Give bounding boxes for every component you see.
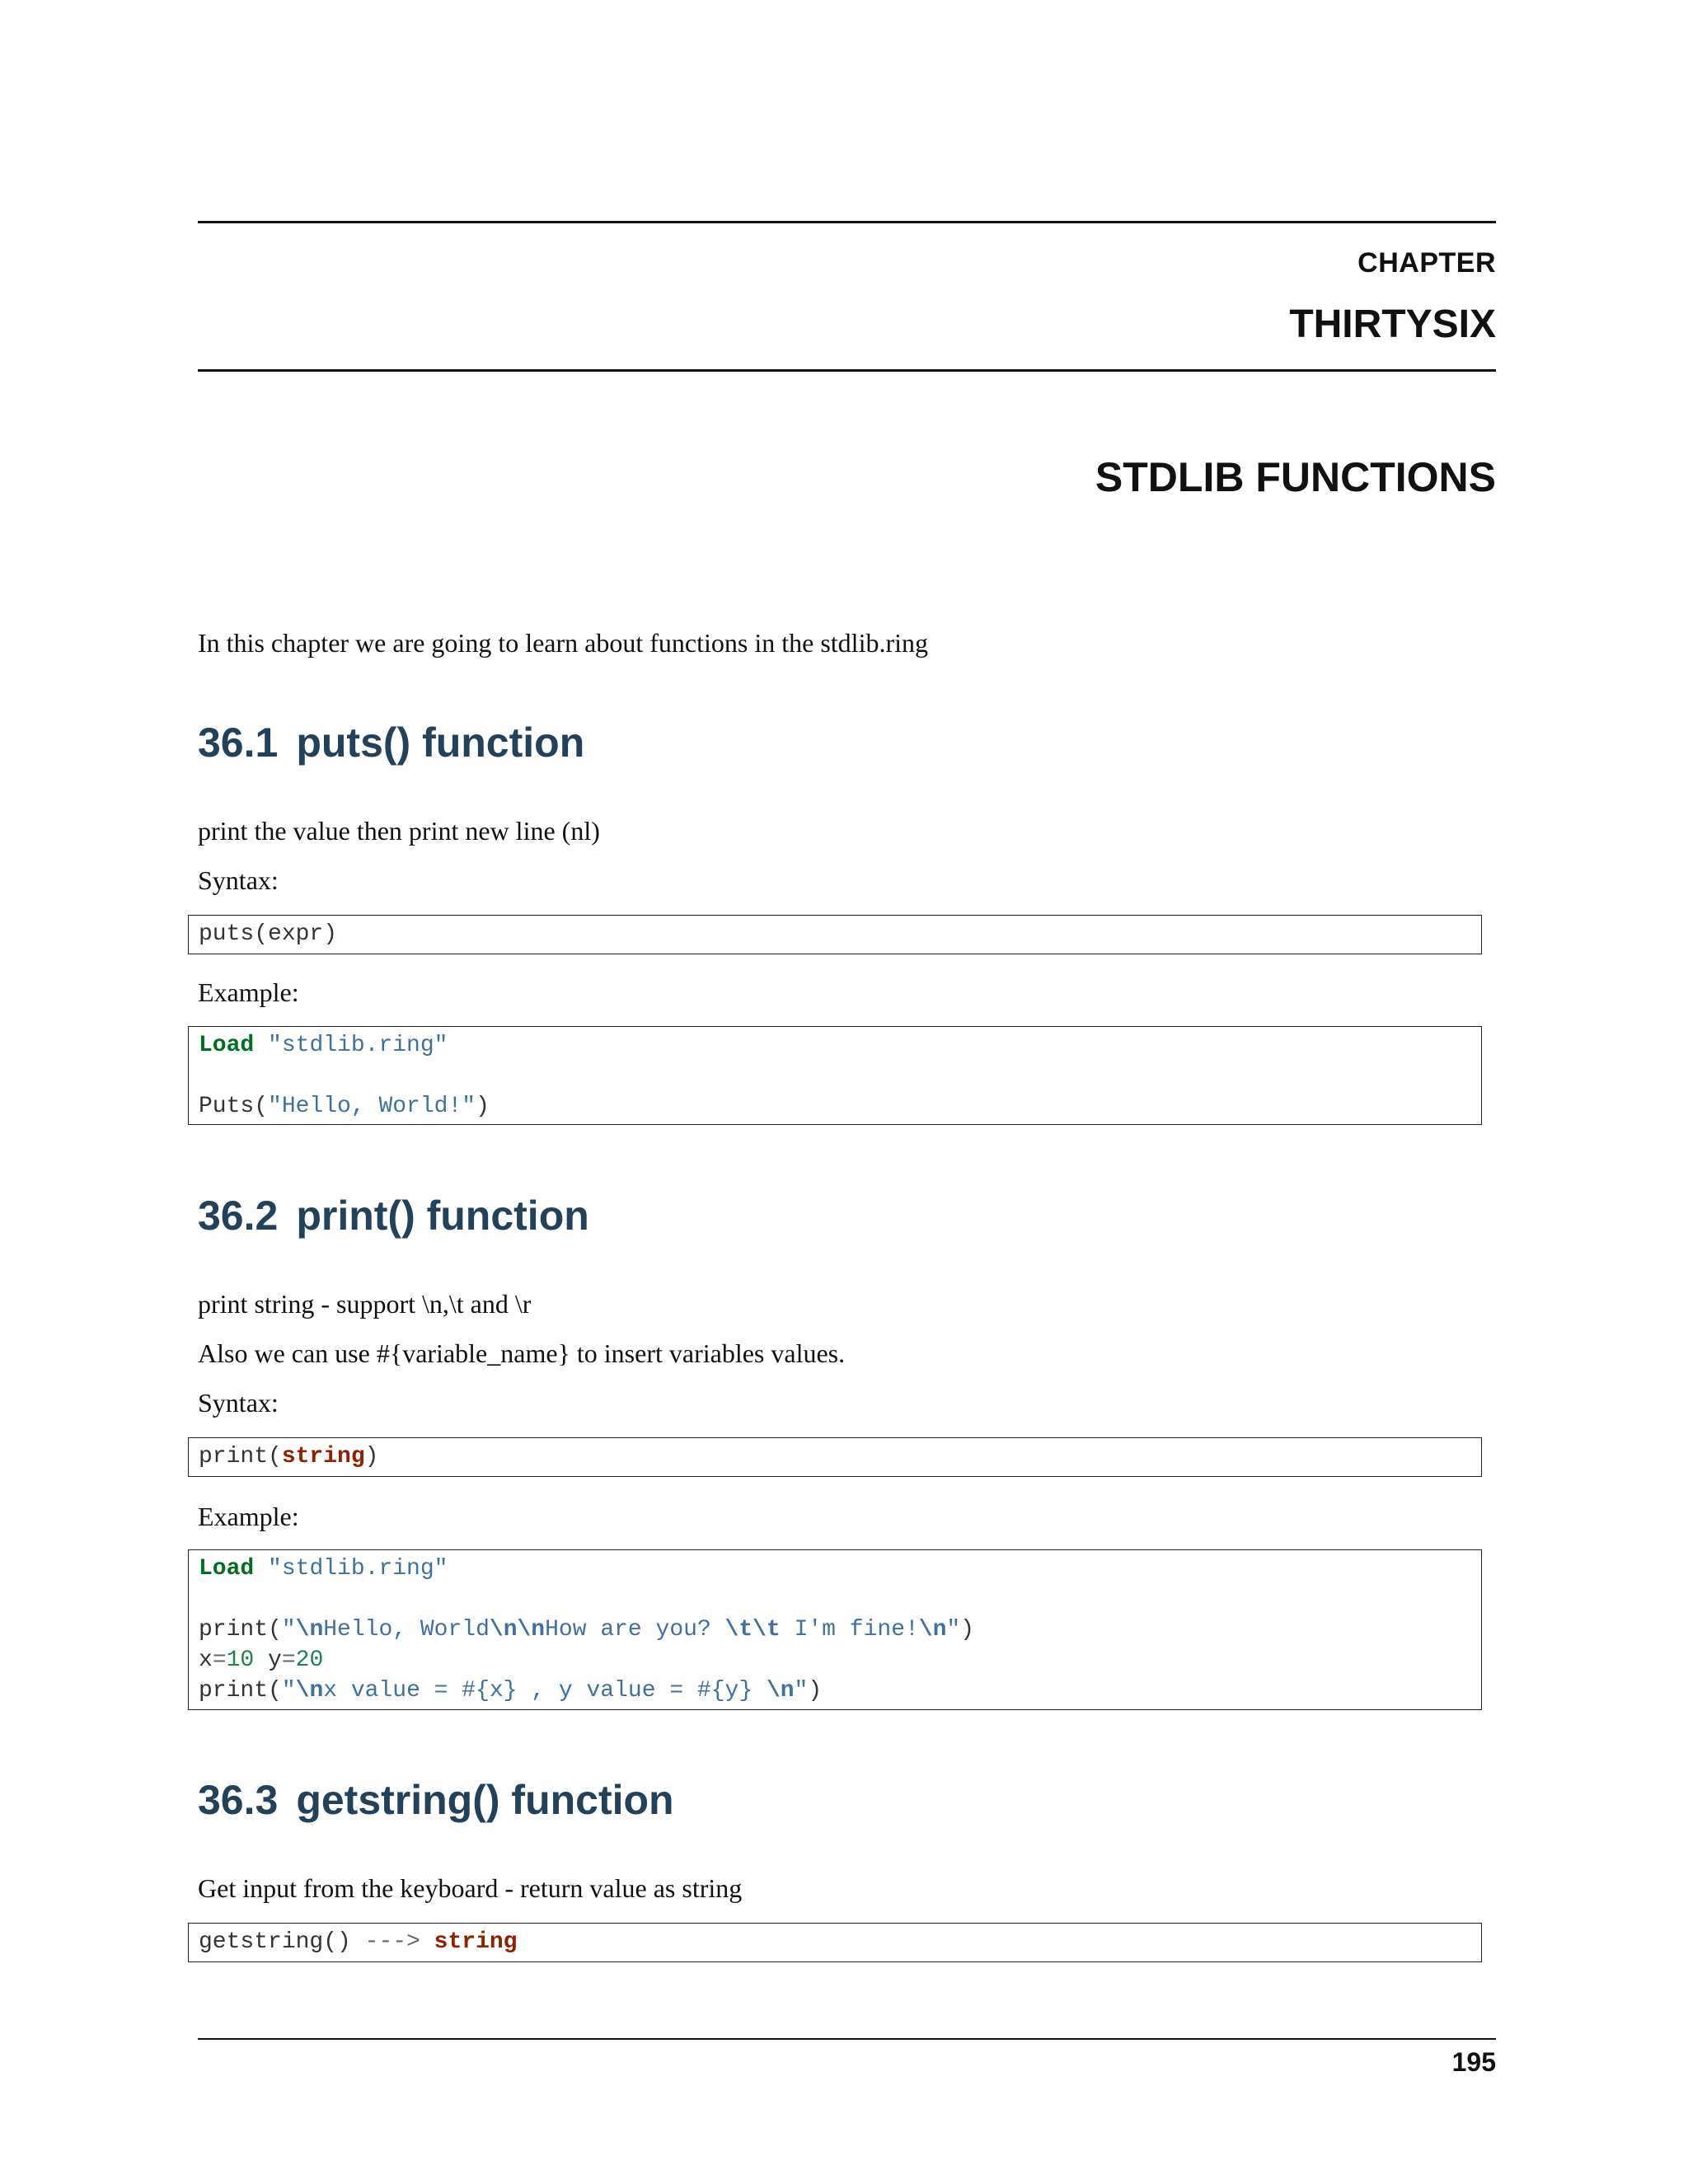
code-punct: ) xyxy=(364,1444,379,1469)
chapter-top-rule xyxy=(198,221,1496,223)
code-function: print( xyxy=(199,1444,282,1469)
section-number: 36.2 xyxy=(198,1193,279,1239)
code-punct: ) xyxy=(476,1094,490,1119)
code-quote: " xyxy=(281,1617,296,1643)
code-number: 10 xyxy=(226,1647,255,1673)
code-string: Hello, World xyxy=(323,1617,490,1643)
code-operator: ---> xyxy=(364,1929,420,1955)
code-escape: \n xyxy=(918,1617,947,1643)
example-label: Example: xyxy=(198,977,299,1007)
code-function: print( xyxy=(199,1617,282,1643)
section-description: print string - support \n,\t and \r xyxy=(198,1289,532,1319)
code-operator: = xyxy=(212,1647,227,1673)
section-heading-print xyxy=(198,1192,589,1240)
code-punct: ) xyxy=(960,1617,975,1643)
code-number: 20 xyxy=(295,1647,324,1673)
section-heading-puts xyxy=(198,719,584,766)
code-block-puts-example xyxy=(188,1026,1482,1125)
section-description: Get input from the keyboard - return value as string xyxy=(198,1873,743,1903)
chapter-label: CHAPTER xyxy=(1357,247,1496,279)
footer-rule xyxy=(198,2038,1496,2040)
code-quote: " xyxy=(946,1617,961,1643)
code-quote: " xyxy=(794,1678,809,1704)
section-description: print the value then print new line (nl) xyxy=(198,816,600,846)
syntax-label: Syntax: xyxy=(198,1388,279,1418)
section-number: 36.3 xyxy=(198,1777,279,1823)
code-block-getstring-syntax xyxy=(188,1923,1482,1962)
example-label: Example: xyxy=(198,1502,299,1531)
chapter-title: STDLIB FUNCTIONS xyxy=(1095,454,1496,500)
code-block-puts-syntax xyxy=(188,915,1482,954)
chapter-number: THIRTYSIX xyxy=(1289,302,1496,346)
page-number: 195 xyxy=(1451,2047,1496,2077)
section-number: 36.1 xyxy=(198,719,279,766)
code-string: x value = #{x} , y value = #{y} xyxy=(323,1678,767,1704)
code-string: "stdlib.ring" xyxy=(268,1556,448,1582)
code-string: How are you? xyxy=(545,1617,725,1643)
section-heading-getstring xyxy=(198,1776,674,1824)
code-variable: y xyxy=(254,1647,282,1673)
code-type: string xyxy=(434,1929,518,1955)
section-description-2: Also we can use #{variable_name} to insert variables values. xyxy=(198,1338,846,1368)
code-quote: " xyxy=(281,1678,296,1704)
code-function: Puts( xyxy=(199,1094,269,1119)
code-function: print( xyxy=(199,1678,282,1704)
code-escape: \n xyxy=(766,1678,795,1704)
code-keyword: Load xyxy=(199,1556,255,1582)
code-escape: \n xyxy=(295,1678,324,1704)
code-text: puts(expr) xyxy=(199,921,338,947)
code-function: getstring() xyxy=(199,1929,365,1955)
code-keyword: Load xyxy=(199,1033,255,1058)
section-title: getstring() function xyxy=(296,1777,674,1823)
document-page xyxy=(198,0,1496,2184)
code-string: "Hello, World!" xyxy=(268,1094,476,1119)
section-title: print() function xyxy=(296,1193,589,1239)
code-escape: \t\t xyxy=(724,1617,781,1643)
intro-paragraph: In this chapter we are going to learn about functions in the stdlib.ring xyxy=(198,628,928,658)
code-string: I'm fine! xyxy=(780,1617,919,1643)
chapter-bottom-rule xyxy=(198,369,1496,372)
code-operator: = xyxy=(281,1647,296,1673)
code-punct: ) xyxy=(808,1678,823,1704)
code-type: string xyxy=(281,1444,365,1469)
code-string: "stdlib.ring" xyxy=(268,1033,448,1058)
section-title: puts() function xyxy=(296,719,585,766)
code-variable: x xyxy=(199,1647,213,1673)
code-escape: \n\n xyxy=(489,1617,546,1643)
code-block-print-syntax xyxy=(188,1437,1482,1477)
code-escape: \n xyxy=(295,1617,324,1643)
syntax-label: Syntax: xyxy=(198,865,279,895)
code-block-print-example xyxy=(188,1549,1482,1710)
